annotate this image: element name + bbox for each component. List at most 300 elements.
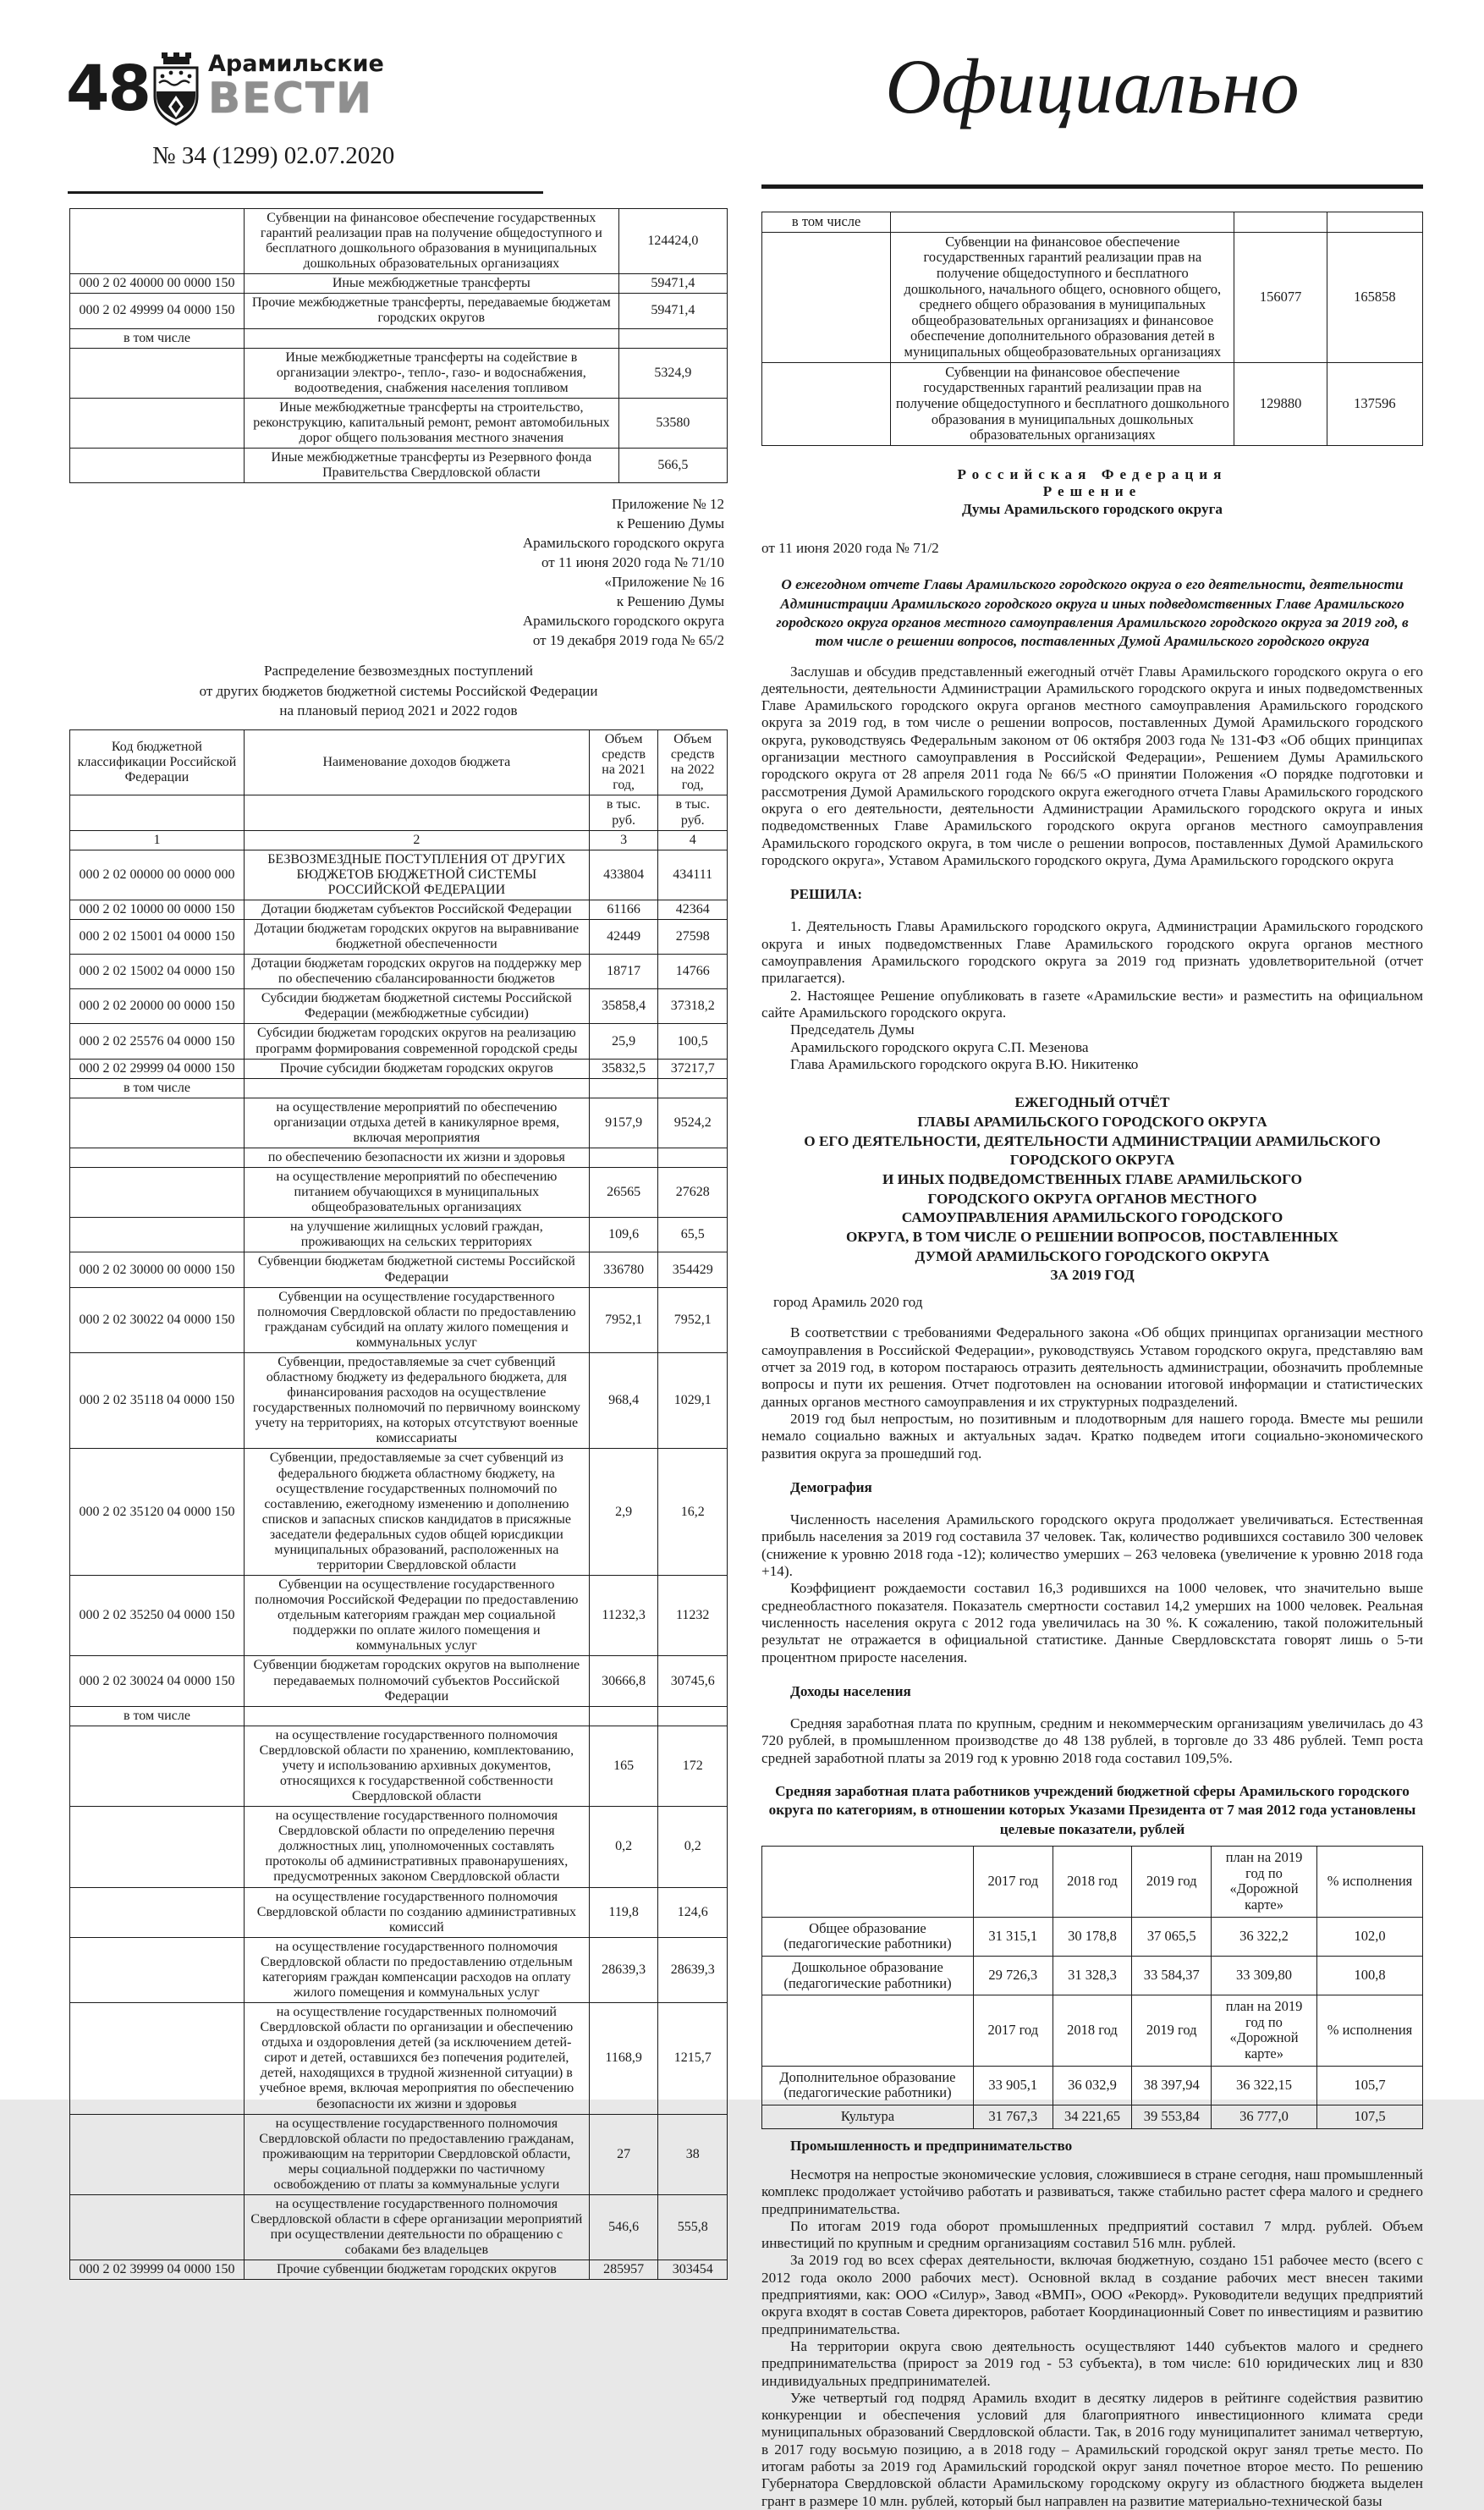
table-cell: Дошкольное образование (педагогические работники) (762, 1956, 974, 1995)
table-row (70, 900, 728, 919)
appendix-line: «Приложение № 16 (604, 574, 724, 590)
table-cell: на осуществление государственных полномочий Свердловской области по организации и обеспечению отдыха и оздоровления детей (за исключением детей-сирот и детей, оставшихся без попечения родителей, детей, находящихся в трудной жизненной ситуации) в учебное время, включая мероприятия по обеспечению безопасности их жизни и здоровья (244, 2003, 589, 2115)
table-cell: 000 2 02 10000 00 0000 150 (70, 900, 245, 919)
table-cell: Субвенции на финансовое обеспечение государственных гарантий реализации прав на получение общедоступного и бесплатного дошкольного образования в муниципальных дошкольных образовательных организациях (244, 209, 618, 274)
table-cell (70, 1168, 245, 1218)
table-cell: 000 2 02 29999 04 0000 150 (70, 1059, 245, 1078)
section-heading-demography: Демография (790, 1478, 872, 1495)
table-cell: 434111 (658, 850, 728, 900)
table-row (70, 1576, 728, 1656)
table-cell: 1215,7 (658, 2003, 728, 2115)
table-cell: % исполнения (1317, 1995, 1423, 2067)
table-cell: 000 2 02 30024 04 0000 150 (70, 1656, 245, 1706)
report-place-line: город Арамиль 2020 год (773, 1294, 923, 1311)
table-cell (589, 1078, 658, 1098)
table-row (70, 1218, 728, 1252)
table-cell: 31 328,3 (1053, 1956, 1132, 1995)
table-cell: в тыс. руб. (658, 795, 728, 830)
table-cell: на улучшение жилищных условий граждан, проживающих на сельских территориях (244, 1218, 589, 1252)
table-cell: Наименование доходов бюджета (244, 730, 589, 795)
appendix-reference (69, 495, 724, 651)
table-cell: 172 (658, 1726, 728, 1806)
table-cell (762, 362, 891, 445)
table-cell: Субвенции на осуществление государственного полномочия Свердловской области по предоставлению гражданам субсидий на оплату жилого помещения и коммунальных услуг (244, 1287, 589, 1352)
appendix-line: от 19 декабря 2019 года № 65/2 (532, 631, 724, 648)
table-cell: Субвенции, предоставляемые за счет субвенций областному бюджету из федерального бюджета, для финансирования расходов на осуществление государственных полномочий по первичному воинскому учету на территориях, на которых отсутствуют военные комиссариаты (244, 1352, 589, 1448)
table-cell: Иные межбюджетные трансферты на строительство, реконструкцию, капитальный ремонт, ремонт автомобильных дорог общего пользования местного значения (244, 398, 618, 448)
table-cell: Субсидии бюджетам городских округов на реализацию программ формирования современной городской среды (244, 1024, 589, 1059)
table-cell: 59471,4 (618, 294, 727, 328)
table-cell: 2017 год (973, 1995, 1053, 2067)
table-cell: в тыс. руб. (589, 795, 658, 830)
section-title: Официально (885, 43, 1300, 129)
table-row (70, 730, 728, 795)
report-paragraph: Уже четвертый год подряд Арамиль входит в десятку лидеров в рейтинге содействия развитию конкуренции и обеспечения условий для благоприятного инвестиционного климата среди муниципальных образований Свердловской области. Так, в 2016 году муниципалитет занимал четвертую, в 2017 году восьмую позицию, а в 2018 году – Арамильский городской округ занял третье место. По итогам работы за 2019 год Арамильский городской округ занял почетное второе место. По решению Губернатора Свердловской области Арамильскому городскому округу из областного бюджета выделен грант в размере 10 млн. рублей, который был направлен на развитие материально-технической базы (761, 2389, 1423, 2509)
table-cell: 165858 (1327, 232, 1422, 362)
table-cell (244, 328, 618, 348)
table-cell: 546,6 (589, 2195, 658, 2260)
signature-chairman-line2: Арамильского городского округа С.П. Мезенова (790, 1038, 1089, 1055)
table-cell (70, 449, 245, 483)
table-cell: 555,8 (658, 2195, 728, 2260)
table-cell: 5324,9 (618, 348, 727, 398)
table-cell: 303454 (658, 2260, 728, 2280)
table-cell: 42449 (589, 920, 658, 955)
table-cell: 137596 (1327, 362, 1422, 445)
signature-chairman-line1: Председатель Думы (790, 1021, 915, 1038)
table-cell: на осуществление государственного полномочия Свердловской области по определению перечня должностных лиц, уполномоченных составлять протоколы об административных правонарушениях, предусмотренных законом Свердловской области (244, 1807, 589, 1887)
table-cell: 000 2 02 40000 00 0000 150 (70, 274, 245, 294)
table-cell: Общее образование (педагогические работники) (762, 1917, 974, 1956)
distribution-title-line: на плановый период 2021 и 2022 годов (279, 702, 518, 719)
report-paragraph: Несмотря на непростые экономические условия, сложившиеся в стране сегодня, наш промышленный комплекс продолжает устойчиво работать и развиваться, также стабильно растет сфера малого и среднего предпринимательства. (761, 2166, 1423, 2217)
table-cell: 100,8 (1317, 1956, 1423, 1995)
table-row (70, 2114, 728, 2194)
table-cell (658, 1706, 728, 1726)
table-cell (762, 232, 891, 362)
appendix-line: Арамильского городского округа (522, 612, 724, 629)
table-cell: Дотации бюджетам городских округов на выравнивание бюджетной обеспеченности (244, 920, 589, 955)
table-row (70, 850, 728, 900)
table-cell: 4 (658, 830, 728, 850)
table-cell: 33 905,1 (973, 2066, 1053, 2105)
table-cell (762, 1847, 974, 1918)
table-cell: 37217,7 (658, 1059, 728, 1078)
issue-number: № 34 (1299) 02.07.2020 (152, 142, 395, 169)
table-row (70, 795, 728, 830)
table-cell: Объем средств на 2021 год, (589, 730, 658, 795)
table-cell: на осуществление государственного полномочия Свердловской области по хранению, комплектованию, учету и использованию архивных документов, относящихся к государственной собственности Свердловской области (244, 1726, 589, 1806)
table-cell: Субвенции на осуществление государственного полномочия Российской Федерации по предоставлению отдельным категориям граждан мер социальной поддержки по оплате жилого помещения и коммунальных услуг (244, 1576, 589, 1656)
table-row (70, 348, 728, 398)
table-cell: БЕЗВОЗМЕЗДНЫЕ ПОСТУПЛЕНИЯ ОТ ДРУГИХ БЮДЖЕТОВ БЮДЖЕТНОЙ СИСТЕМЫ РОССИЙСКОЙ ФЕДЕРАЦИИ (244, 850, 589, 900)
salary-table (761, 1846, 1423, 2129)
table-cell: 9157,9 (589, 1098, 658, 1148)
table-cell: на осуществление мероприятий по обеспечению питанием обучающихся в муниципальных общеобразовательных организациях (244, 1168, 589, 1218)
table-cell (589, 1148, 658, 1168)
table-cell: 38 397,94 (1132, 2066, 1212, 2105)
table-row (70, 328, 728, 348)
table-row (70, 1098, 728, 1148)
table-cell: 566,5 (618, 449, 727, 483)
table-row (70, 1449, 728, 1576)
intergovernmental-transfers-body (70, 209, 728, 483)
table-cell: 3 (589, 830, 658, 850)
table-row (70, 1807, 728, 1887)
table-row (762, 1956, 1423, 1995)
table-cell: 2019 год (1132, 1847, 1212, 1918)
table-cell: 0,2 (658, 1807, 728, 1887)
table-cell: 30745,6 (658, 1656, 728, 1706)
table-cell (70, 1887, 245, 1937)
revenues-distribution-body (70, 850, 728, 2280)
revenues-distribution-table (69, 729, 728, 2280)
table-cell: 27 (589, 2114, 658, 2194)
table-row (70, 955, 728, 989)
table-cell: 0,2 (589, 1807, 658, 1887)
table-cell (70, 1148, 245, 1168)
table-cell: 65,5 (658, 1218, 728, 1252)
table-cell: Иные межбюджетные трансферты из Резервного фонда Правительства Свердловской области (244, 449, 618, 483)
coat-of-arms-icon (152, 52, 200, 127)
table-cell: 26565 (589, 1168, 658, 1218)
table-row (70, 1024, 728, 1059)
table-cell: 124,6 (658, 1887, 728, 1937)
table-cell: на осуществление мероприятий по обеспечению организации отдыха детей в каникулярное время, включая мероприятия (244, 1098, 589, 1148)
table-cell (589, 1706, 658, 1726)
report-title-line: ЕЖЕГОДНЫЙ ОТЧЁТ (1014, 1094, 1170, 1111)
newspaper-title-top: Арамильские (208, 51, 384, 77)
table-cell: 354429 (658, 1252, 728, 1287)
report-paragraph: По итогам 2019 года оборот промышленных предприятий составил 7 млрд. рублей. Объем инвестиций по крупным и средним организациям составил 516 млн. рублей. (761, 2217, 1423, 2252)
table-cell: в том числе (762, 212, 891, 233)
table-cell: 433804 (589, 850, 658, 900)
table-row (762, 2105, 1423, 2129)
table-cell: в том числе (70, 1706, 245, 1726)
table-cell: 11232 (658, 1576, 728, 1656)
table-cell: на осуществление государственного полномочия Свердловской области по предоставлению гражданам, проживающим на территории Свердловской области, меры социальной поддержки по частичному освобождению от платы за коммунальные услуги (244, 2114, 589, 2194)
appendix-line: Арамильского городского округа (522, 535, 724, 552)
table-cell (70, 348, 245, 398)
table-row (70, 2003, 728, 2115)
table-cell: по обеспечению безопасности их жизни и здоровья (244, 1148, 589, 1168)
table-row (762, 1917, 1423, 1956)
table-cell: 42364 (658, 900, 728, 919)
table-cell: 27598 (658, 920, 728, 955)
report-paragraph: На территории округа свою деятельность осуществляют 1440 субъектов малого и среднего предпринимательства (прирост за 2019 год - 53 субъекта), в том числе: 610 юридических лиц и 830 индивидуальных предпринимателей. (761, 2337, 1423, 2389)
table-cell: Прочие субвенции бюджетам городских округов (244, 2260, 589, 2280)
decision-doc-type: Решение (1042, 483, 1142, 500)
table-cell: 35832,5 (589, 1059, 658, 1078)
table-cell (70, 1807, 245, 1887)
table-cell: 38 (658, 2114, 728, 2194)
table-cell: 33 584,37 (1132, 1956, 1212, 1995)
report-title-line: ДУМОЙ АРАМИЛЬСКОГО ГОРОДСКОГО ОКРУГА (915, 1247, 1270, 1264)
table-row (762, 1847, 1423, 1918)
table-cell (70, 2195, 245, 2260)
report-title-line: ОКРУГА, В ТОМ ЧИСЛЕ О РЕШЕНИИ ВОПРОСОВ, ПОСТАВЛЕННЫХ (846, 1229, 1338, 1246)
table-cell: 000 2 02 35118 04 0000 150 (70, 1352, 245, 1448)
table-cell (762, 1995, 974, 2067)
appendix-line: Приложение № 12 (612, 496, 724, 513)
table-row (70, 1168, 728, 1218)
table-cell: 30 178,8 (1053, 1917, 1132, 1956)
decision-item: 2. Настоящее Решение опубликовать в газете «Арамильские вести» и разместить на официальном сайте Арамильского городского округа. (761, 987, 1423, 1021)
table-cell: Код бюджетной классификации Российской Федерации (70, 730, 245, 795)
table-cell (1234, 212, 1327, 233)
table-cell: 11232,3 (589, 1576, 658, 1656)
table-cell: 39 553,84 (1132, 2105, 1212, 2129)
table-cell: 124424,0 (618, 209, 727, 274)
table-row (70, 1656, 728, 1706)
annual-report (761, 1093, 1423, 2510)
table-row (70, 2195, 728, 2260)
table-cell: 37 065,5 (1132, 1917, 1212, 1956)
table-cell: 28639,3 (589, 1937, 658, 2002)
table-row (70, 830, 728, 850)
signature-head: Глава Арамильского городского округа В.Ю. Никитенко (790, 1055, 1139, 1072)
table-cell (244, 1078, 589, 1098)
report-paragraph: За 2019 год во всех сферах деятельности, включая бюджетную, создано 151 рабочее место (всего с 2012 года около 2000 рабочих мест). Основной вклад в создание рабочих мест внесен такими предприятиями, как: ООО «Силур», Завод «ВМП», ООО «Рекорд». Руководители ведущих предприятий округа входят в состав Совета директоров, работает Координационный Совет по инвестициям и развитию предпринимательства. (761, 2252, 1423, 2337)
table-cell: 129880 (1234, 362, 1327, 445)
table-row (70, 1078, 728, 1098)
table-cell: 105,7 (1317, 2066, 1423, 2105)
newspaper-title-block (208, 51, 384, 123)
table-cell: 165 (589, 1726, 658, 1806)
table-cell: Дотации бюджетам субъектов Российской Федерации (244, 900, 589, 919)
table-cell: 36 777,0 (1212, 2105, 1317, 2129)
table-cell: 336780 (589, 1252, 658, 1287)
table-cell: 28639,3 (658, 1937, 728, 2002)
table-cell: Субвенции, предоставляемые за счет субвенций из федерального бюджета областному бюджету, на осуществление государственных полномочий по составлению, ежегодному изменению и дополнению списков и запасных списков кандидатов в присяжные заседатели федеральных судов общей юрисдикции муниципальных образований, расположенных на территории Свердловской области (244, 1449, 589, 1576)
intergovernmental-transfers-table (69, 208, 728, 483)
table-cell: 000 2 02 25576 04 0000 150 (70, 1024, 245, 1059)
table-cell: 34 221,65 (1053, 2105, 1132, 2129)
table-cell: на осуществление государственного полномочия Свердловской области по предоставлению отдельным категориям граждан компенсации расходов на оплату жилого помещения и коммунальных услуг (244, 1937, 589, 2002)
table-cell: 100,5 (658, 1024, 728, 1059)
table-row (70, 1287, 728, 1352)
report-title-line: ГОРОДСКОГО ОКРУГА ОРГАНОВ МЕСТНОГО (927, 1190, 1257, 1207)
report-title-line: ЗА 2019 ГОД (1050, 1267, 1135, 1284)
table-cell: 2 (244, 830, 589, 850)
page-number: 48 (66, 52, 150, 125)
table-cell: 29 726,3 (973, 1956, 1053, 1995)
distribution-title (69, 661, 728, 721)
salary-table-caption: Средняя заработная плата работников учреждений бюджетной сферы Арамильского городского округа по категориям, в отношении которых Указами Президента от 7 мая 2012 года установлены целевые показатели, рублей (768, 1782, 1416, 1837)
decision-subject: О ежегодном отчете Главы Арамильского городского округа о его деятельности, деятельности Администрации Арамильского городского округа и иных подведомственных Главе Арамильского городского округа органов местного самоуправления Арамильского городского округа за 2019 год, в том числе о решении вопросов, поставленных Думой Арамильского городского округа (776, 576, 1409, 650)
table-cell (70, 795, 245, 830)
table-cell (658, 1078, 728, 1098)
table-cell: 109,6 (589, 1218, 658, 1252)
table-cell: 36 322,2 (1212, 1917, 1317, 1956)
table-cell: 53580 (618, 398, 727, 448)
table-row (762, 1995, 1423, 2067)
table-cell: 37318,2 (658, 989, 728, 1024)
table-row (762, 2066, 1423, 2105)
report-title (761, 1093, 1423, 1285)
newspaper-title: ВЕСТИ (208, 74, 373, 123)
table-row (70, 2260, 728, 2280)
appendix-line: к Решению Думы (616, 515, 724, 532)
table-cell: 2018 год (1053, 1847, 1132, 1918)
report-paragraph: 2019 год был непростым, но позитивным и плодотворным для нашего города. Вместе мы решили немало социально важных и актуальных задач. Кратко подведем итоги социально-экономического развития округа за прошедший год. (761, 1410, 1423, 1461)
table-cell: % исполнения (1317, 1847, 1423, 1918)
table-cell: в том числе (70, 328, 245, 348)
table-cell: Объем средств на 2022 год, (658, 730, 728, 795)
table-cell: 156077 (1234, 232, 1327, 362)
table-cell (891, 212, 1234, 233)
table-cell (70, 2114, 245, 2194)
table-cell: в том числе (70, 1078, 245, 1098)
table-cell: 36 322,15 (1212, 2066, 1317, 2105)
decision-body-name: Думы Арамильского городского округа (962, 500, 1223, 517)
table-row (70, 398, 728, 448)
table-cell: 2017 год (973, 1847, 1053, 1918)
table-cell: 7952,1 (658, 1287, 728, 1352)
appendix-line: к Решению Думы (616, 592, 724, 609)
report-title-line: САМОУПРАВЛЕНИЯ АРАМИЛЬСКОГО ГОРОДСКОГО (901, 1209, 1283, 1226)
table-cell: 61166 (589, 900, 658, 919)
table-cell: Субсидии бюджетам бюджетной системы Российской Федерации (межбюджетные субсидии) (244, 989, 589, 1024)
table-cell (1327, 212, 1422, 233)
table-cell: 119,8 (589, 1887, 658, 1937)
distribution-title-line: Распределение безвозмездных поступлений (264, 662, 533, 679)
table-cell: Культура (762, 2105, 974, 2129)
salary-table-body (762, 1847, 1423, 2129)
table-cell: 102,0 (1317, 1917, 1423, 1956)
table-cell: 000 2 02 35250 04 0000 150 (70, 1576, 245, 1656)
table-cell: 000 2 02 15001 04 0000 150 (70, 920, 245, 955)
table-row (762, 212, 1423, 233)
report-paragraph: Численность населения Арамильского городского округа продолжает увеличиваться. Естественная прибыль населения за 2019 год составила 37 человек. Так, количество родившихся составило 300 человек (снижение к уровню 2018 года -12); количество умерших – 263 человека (увеличение к уровню 2018 года +14). (761, 1511, 1423, 1580)
header-divider-left (68, 191, 543, 194)
table-row (762, 232, 1423, 362)
table-cell (658, 1148, 728, 1168)
table-cell: 2018 год (1053, 1995, 1132, 2067)
table-row (70, 449, 728, 483)
table-cell: 35858,4 (589, 989, 658, 1024)
table-cell: Субвенции бюджетам бюджетной системы Российской Федерации (244, 1252, 589, 1287)
table-row (70, 209, 728, 274)
table-cell: 59471,4 (618, 274, 727, 294)
subventions-continuation-body (762, 212, 1423, 446)
council-decision (761, 466, 1423, 1073)
table-cell: 14766 (658, 955, 728, 989)
table-cell: 000 2 02 35120 04 0000 150 (70, 1449, 245, 1576)
table-cell (244, 795, 589, 830)
table-cell (618, 328, 727, 348)
left-column (69, 208, 728, 2280)
table-row (762, 362, 1423, 445)
table-cell (70, 209, 245, 274)
table-cell (70, 1218, 245, 1252)
table-row (70, 1252, 728, 1287)
table-row (70, 294, 728, 328)
table-cell: Субвенции на финансовое обеспечение государственных гарантий реализации прав на получение общедоступного и бесплатного дошкольного, начального общего, основного общего, среднего общего образования в муниципальных общеобразовательных организациях и финансовое обеспечение дополнительного образования детей в муниципальных общеобразовательных организациях (891, 232, 1234, 362)
table-cell: 36 032,9 (1053, 2066, 1132, 2105)
table-cell: Дополнительное образование (педагогические работники) (762, 2066, 974, 2105)
table-cell: 107,5 (1317, 2105, 1423, 2129)
table-cell: 9524,2 (658, 1098, 728, 1148)
newspaper-logo (152, 52, 384, 127)
table-cell (70, 1098, 245, 1148)
table-cell: 000 2 02 49999 04 0000 150 (70, 294, 245, 328)
table-cell: 31 315,1 (973, 1917, 1053, 1956)
table-cell: 1168,9 (589, 2003, 658, 2115)
report-title-line: И ИНЫХ ПОДВЕДОМСТВЕННЫХ ГЛАВЕ АРАМИЛЬСКОГО (882, 1170, 1303, 1187)
table-cell: 000 2 02 30000 00 0000 150 (70, 1252, 245, 1287)
table-cell: 2019 год (1132, 1995, 1212, 2067)
table-cell: Субвенции бюджетам городских округов на выполнение передаваемых полномочий субъектов Российской Федерации (244, 1656, 589, 1706)
table-cell (70, 2003, 245, 2115)
table-cell: на осуществление государственного полномочия Свердловской области по созданию административных комиссий (244, 1887, 589, 1937)
table-row (70, 1148, 728, 1168)
section-heading-industry: Промышленность и предпринимательство (790, 2137, 1073, 2154)
table-cell: 968,4 (589, 1352, 658, 1448)
table-cell: 27628 (658, 1168, 728, 1218)
table-row (70, 1887, 728, 1937)
report-paragraph: Средняя заработная плата по крупным, средним и некоммерческим организациям увеличилась до 43 720 рублей, в промышленном производстве до 48 138 рублей, в торговле до 33 486 рублей. Темп роста средней заработной платы за 2019 год к уровню 2018 года составил 109,5%. (761, 1715, 1423, 1766)
table-cell (70, 398, 245, 448)
table-cell: план на 2019 год по «Дорожной карте» (1212, 1995, 1317, 2067)
table-row (70, 1726, 728, 1806)
decision-date: от 11 июня 2020 года № 71/2 (761, 539, 939, 556)
table-cell (70, 1726, 245, 1806)
table-cell: Прочие субсидии бюджетам городских округов (244, 1059, 589, 1078)
table-row (70, 1706, 728, 1726)
revenues-distribution-head (70, 730, 728, 850)
table-row (70, 1937, 728, 2002)
distribution-title-line: от других бюджетов бюджетной системы Российской Федерации (199, 682, 598, 699)
table-cell: 18717 (589, 955, 658, 989)
table-row (70, 274, 728, 294)
decision-item: 1. Деятельность Главы Арамильского городского округа, Администрации Арамильского городского округа и иных подведомственных Главе Арамильского городского округа органов местного самоуправления Арамильского городского округа за 2019 год признать удовлетворительной (отчет прилагается). (761, 918, 1423, 987)
table-cell: 000 2 02 39999 04 0000 150 (70, 2260, 245, 2280)
table-cell: 000 2 02 20000 00 0000 150 (70, 989, 245, 1024)
table-cell: 31 767,3 (973, 2105, 1053, 2129)
table-row (70, 1059, 728, 1078)
report-paragraph: Коэффициент рождаемости составил 16,3 родившихся на 1000 человек, что значительно выше среднеобластного показателя. Показатель смертности составил 14,2 умерших на 1000 человек. Реальная численность населения округа с 2012 года увеличилась на 30 %. К сожалению, такой положительный результат не отражается в официальной статистике. Данные Свердловскстата говорят лишь о 5-ти процентном приросте населения. (761, 1580, 1423, 1665)
table-cell: 000 2 02 30022 04 0000 150 (70, 1287, 245, 1352)
section-heading-income: Доходы населения (790, 1682, 911, 1699)
table-cell: 30666,8 (589, 1656, 658, 1706)
report-title-line: О ЕГО ДЕЯТЕЛЬНОСТИ, ДЕЯТЕЛЬНОСТИ АДМИНИСТРАЦИИ АРАМИЛЬСКОГО ГОРОДСКОГО ОКРУГА (804, 1132, 1381, 1169)
table-cell: 16,2 (658, 1449, 728, 1576)
table-cell: Прочие межбюджетные трансферты, передаваемые бюджетам городских округов (244, 294, 618, 328)
table-row (70, 1352, 728, 1448)
table-cell: 000 2 02 15002 04 0000 150 (70, 955, 245, 989)
table-row (70, 989, 728, 1024)
table-cell: на осуществление государственного полномочия Свердловской области в сфере организации мероприятий при осуществлении деятельности по обращению с собаками без владельцев (244, 2195, 589, 2260)
table-cell: Субвенции на финансовое обеспечение государственных гарантий реализации прав на получение общедоступного и бесплатного дошкольного образования в муниципальных дошкольных образовательных организациях (891, 362, 1234, 445)
table-cell: план на 2019 год по «Дорожной карте» (1212, 1847, 1317, 1918)
decision-preamble: Заслушав и обсудив представленный ежегодный отчёт Главы Арамильского городского округа о его деятельности, деятельности Администрации Арамильского городского округа и иных подведомственных Главе Арамильского городского округа органов местного самоуправления Арамильского городского округа за 2019 год, в том числе о решении вопросов, поставленных Думой Арамильского городского округа, руководствуясь Федеральным законом от 06 октября 2003 года № 131-ФЗ «Об общих принципах организации местного самоуправления в Российской Федерации», Решением Думы Арамильского городского округа от 28 апреля 2011 года № 66/5 «О принятии Положения «О порядке подготовки и рассмотрения Думой Арамильского городского округа ежегодного отчета Главы Арамильского городского округа о его деятельности, деятельности Администрации Арамильского городского округа и иных подведомственных Главе Арамильского городского округа органов местного самоуправления Арамильского городского округа, в том числе о решении вопросов, поставленных Думой Арамильского городского округа», Уставом Арамильского городского округа, Дума Арамильского городского округа (761, 663, 1423, 868)
table-cell: Иные межбюджетные трансферты на содействие в организации электро-, тепло-, газо- и водоснабжения, водоотведения, снабжения населения топливом (244, 348, 618, 398)
table-cell: 33 309,80 (1212, 1956, 1317, 1995)
subventions-continuation-table (761, 212, 1423, 446)
table-cell: Иные межбюджетные трансферты (244, 274, 618, 294)
table-cell: Дотации бюджетам городских округов на поддержку мер по обеспечению сбалансированности бюджетов (244, 955, 589, 989)
table-row (70, 920, 728, 955)
right-column (761, 212, 1423, 2510)
decision-country: Российская Федерация (957, 465, 1228, 482)
table-cell: 25,9 (589, 1024, 658, 1059)
table-cell: 1 (70, 830, 245, 850)
table-cell (70, 1937, 245, 2002)
header-divider-right (761, 184, 1423, 189)
decision-resolved-label: РЕШИЛА: (790, 886, 863, 903)
report-paragraph: В соответствии с требованиями Федерального закона «Об общих принципах организации местного самоуправления в Российской Федерации», руководствуясь Уставом городского округа, представляю вам отчет за 2019 год, в котором постараюсь отразить деятельность администрации, обозначить проблемные вопросы и пути их решения. Отчет подготовлен на основании итоговой информации и статистических данных органов местного самоуправления и их структурных подразделений. (761, 1324, 1423, 1410)
